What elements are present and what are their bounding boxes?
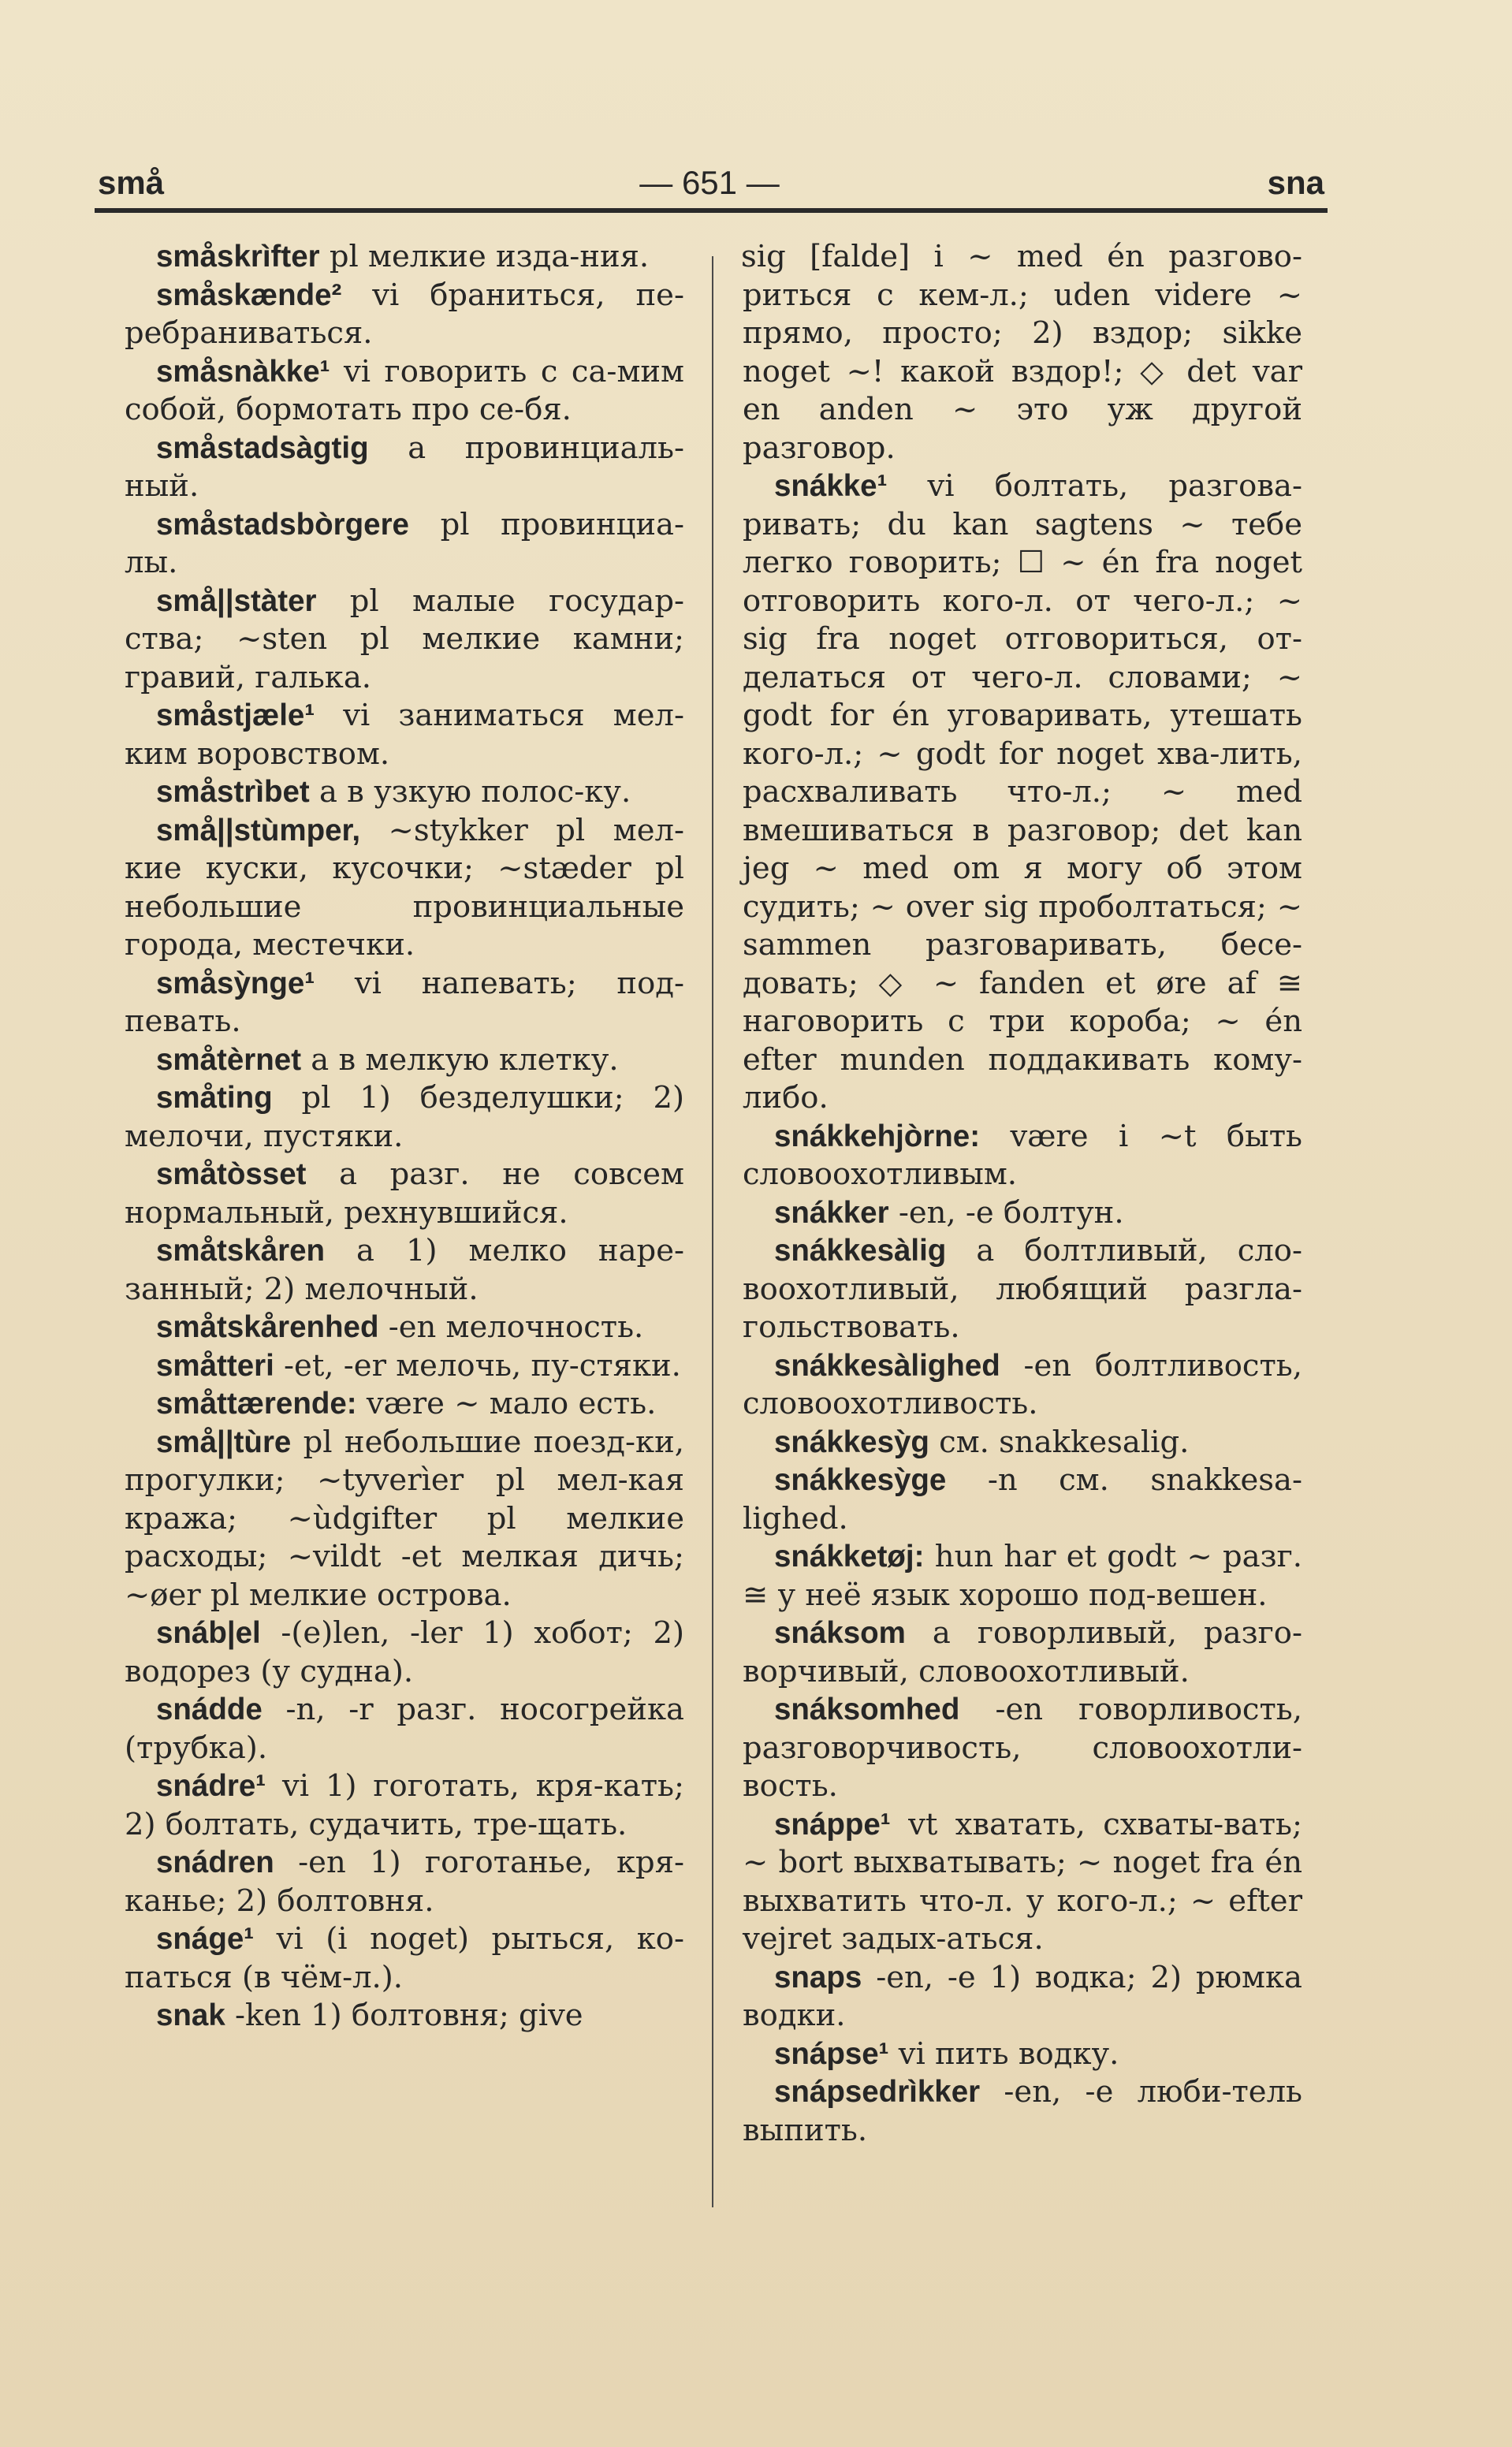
headword: snákkehjòrne:: [774, 1119, 981, 1153]
definition: a разг. не совсем нормальный, рехнувшийся.: [125, 1156, 684, 1231]
definition: vi болтать, разгова-ривать; du kan sagtens ~ тебе легко говорить; ☐ ~ én fra noget отговорить кого-л. от чего-л.; ~ sig fra noget отговориться, от-делаться от чего-л. словами; ~ godt for én уговаривать, утешать кого-л.; ~ godt for noget хва-лить, расхваливать что-л.; ~ med вмешиваться в разговор; det kan jeg ~ med om я могу об этом судить; ~ over sig проболтаться; ~ sammen разговаривать, бесе-довать; ◇ ~ fanden et øre af ≅ наговорить с три короба; ~ én efter munden поддакивать кому-либо.: [743, 468, 1302, 1115]
headword: snaps: [774, 1960, 862, 1994]
left-column: [125, 238, 684, 2035]
definition: pl мелкие изда-ния.: [329, 239, 650, 274]
dictionary-entry: [125, 1424, 684, 1615]
headword: snákke¹: [774, 469, 888, 503]
headword: snápse¹: [774, 2036, 889, 2071]
dictionary-entry: [125, 1232, 684, 1309]
headword: snáge¹: [156, 1922, 255, 1956]
dictionary-entry: [125, 238, 684, 277]
definition: -en говорливость, разговорчивость, словоохотли-вость.: [743, 1692, 1302, 1804]
dictionary-entry: [743, 1615, 1302, 1691]
headword: snáb|el: [156, 1616, 261, 1650]
dictionary-entry: [125, 430, 684, 506]
dictionary-entry: [125, 1615, 684, 1691]
dictionary-entry: [125, 965, 684, 1041]
definition: -n, -r разг. носогрейка (трубка).: [125, 1692, 684, 1766]
definition: -en, -e 1) водка; 2) рюмка водки.: [743, 1959, 1302, 2033]
definition: ~stykker pl мел-кие куски, кусочки; ~stæder pl небольшие провинциальные города, местечки.: [125, 812, 684, 963]
dictionary-entry: [743, 1538, 1302, 1615]
headword: småtskårenhed: [156, 1310, 379, 1344]
headword: snak: [156, 1998, 225, 2032]
headword: småting: [156, 1081, 273, 1115]
dictionary-entry: [125, 506, 684, 583]
headword: snákkesàlig: [774, 1234, 947, 1268]
definition: vt хватать, схваты-вать; ~ bort выхватывать; ~ noget fra én выхватить что-л. у кого-л.; ~ efter vejret задых-аться.: [743, 1806, 1302, 1957]
headword: småskænde²: [156, 277, 342, 312]
headword: småstjæle¹: [156, 698, 315, 732]
dictionary-entry: [125, 277, 684, 353]
definition: -n см. snakkesa-lighed.: [743, 1462, 1302, 1536]
dictionary-entry: [125, 1691, 684, 1767]
headword: snákketøj:: [774, 1540, 925, 1574]
definition: -en, -e болтун.: [898, 1194, 1124, 1231]
definition: -en мелочность.: [388, 1309, 644, 1345]
definition: vi 1) гоготать, кря-кать; 2) болтать, судачить, тре-щать.: [125, 1768, 684, 1842]
definition: vi браниться, пе-ребраниваться.: [125, 277, 684, 351]
headword: småskrìfter: [156, 240, 320, 274]
headword: snádren: [156, 1845, 274, 1879]
definition: være i ~t быть словоохотливым.: [743, 1118, 1302, 1192]
headword: snádde: [156, 1693, 263, 1726]
dictionary-entry: [125, 1347, 684, 1386]
page-number: — 651 —: [639, 164, 780, 201]
definition: vi (i noget) рыться, ко-паться (в чём-л.).: [125, 1921, 684, 1995]
dictionary-entry: [743, 2073, 1302, 2150]
headword: snákkesàlighed: [774, 1348, 1000, 1383]
definition: vi заниматься мел-ким воровством.: [125, 698, 684, 772]
dictionary-entry: [743, 238, 1302, 467]
dictionary-entry: [743, 1959, 1302, 2035]
definition: a провинциаль-ный.: [125, 430, 684, 504]
definition: a болтливый, сло-воохотливый, любящий разгла-гольствовать.: [743, 1233, 1302, 1345]
headword: snákkesỳge: [774, 1463, 947, 1497]
headword: snákker: [774, 1195, 889, 1230]
dictionary-entry: [125, 1309, 684, 1347]
dictionary-entry: [743, 1806, 1302, 1959]
headword: småtteri: [156, 1348, 274, 1383]
dictionary-entry: [743, 467, 1302, 1118]
definition: a в узкую полос-ку.: [318, 774, 631, 810]
dictionary-entry: [125, 1156, 684, 1232]
definition: a в мелкую клетку.: [311, 1041, 619, 1078]
headword: småstrìbet: [156, 775, 310, 809]
definition: hun har et godt ~ разг. ≅ у неё язык хорошо под-вешен.: [743, 1539, 1302, 1613]
definition: vi пить водку.: [898, 2035, 1119, 2072]
dictionary-entry: [125, 1385, 684, 1424]
dictionary-entry: [125, 583, 684, 698]
headword: småsnàkke¹: [156, 354, 330, 389]
headword: små||stùmper,: [156, 813, 361, 847]
headword: småsỳnge¹: [156, 966, 315, 1000]
definition: pl провинциа-лы.: [125, 506, 684, 580]
dictionary-entry: [743, 1194, 1302, 1233]
dictionary-entry: [743, 1691, 1302, 1806]
definition: -ken 1) болтовня; give: [235, 1998, 583, 2033]
definition: a 1) мелко наре-занный; 2) мелочный.: [125, 1233, 684, 1307]
dictionary-entry: [125, 812, 684, 965]
definition: -(e)len, -ler 1) хобот; 2) водорез (у судна).: [125, 1615, 684, 1689]
dictionary-entry: [743, 1232, 1302, 1347]
headword: snákkesỳg: [774, 1425, 929, 1459]
dictionary-entry: [743, 1462, 1302, 1538]
definition: vi говорить с са-мим собой, бормотать про се-бя.: [125, 353, 684, 427]
header-rule: [95, 208, 1328, 213]
definition: pl 1) безделушки; 2) мелочи, пустяки.: [125, 1080, 684, 1154]
definition: -et, -er мелочь, пу-стяки.: [284, 1347, 681, 1384]
headword: snáppe¹: [774, 1807, 891, 1842]
column-divider: [712, 256, 713, 2207]
definition: см. snakkesalig.: [939, 1424, 1190, 1460]
dictionary-entry: [125, 1920, 684, 1997]
headword: snápsedrìkker: [774, 2075, 981, 2109]
dictionary-entry: [125, 1844, 684, 1920]
definition: -en 1) гоготанье, кря-канье; 2) болтовня.: [125, 1845, 684, 1919]
dictionary-entry: [743, 1424, 1302, 1462]
dictionary-entry: [125, 1041, 684, 1080]
headword: småstadsàgtig: [156, 430, 369, 465]
dictionary-entry: [125, 697, 684, 773]
headword: snádre¹: [156, 1769, 266, 1803]
right-column: [743, 238, 1302, 2150]
definition: være ~ мало есть.: [366, 1386, 657, 1421]
running-head-right: sna: [1267, 164, 1324, 201]
definition: -en, -e люби-тель выпить.: [743, 2074, 1302, 2148]
definition: pl небольшие поезд-ки, прогулки; ~tyverìer pl мел-кая кража; ~ùdgifter pl мелкие расходы; ~vildt -et мелкая дичь; ~øer pl мелкие острова.: [125, 1424, 684, 1613]
dictionary-entry: [743, 1347, 1302, 1424]
definition: pl малые государ-ства; ~sten pl мелкие камни; гравий, галька.: [125, 583, 684, 695]
definition: a говорливый, разго-ворчивый, словоохотливый.: [743, 1615, 1302, 1689]
definition: sig [falde] i ~ med én разгово-риться с кем-л.; uden videre ~ прямо, просто; 2) вздор; sikke noget ~! какой вздор!; ◇ det var en anden ~ это уж другой разговор.: [741, 239, 1302, 466]
headword: småtèrnet: [156, 1042, 302, 1077]
dictionary-entry: [743, 1118, 1302, 1194]
dictionary-entry: [125, 1997, 684, 2035]
definition: -en болтливость, словоохотливость.: [743, 1347, 1302, 1421]
definition: vi напевать; под-певать.: [125, 965, 684, 1039]
headword: snáksomhed: [774, 1693, 960, 1726]
headword: små||tùre: [156, 1425, 292, 1459]
running-head-left: små: [98, 164, 165, 201]
dictionary-entry: [125, 773, 684, 812]
headword: småttærende:: [156, 1387, 357, 1421]
headword: snáksom: [774, 1616, 906, 1650]
dictionary-entry: [125, 353, 684, 430]
headword: småtskåren: [156, 1234, 326, 1268]
headword: små||stàter: [156, 583, 317, 618]
dictionary-entry: [743, 2035, 1302, 2074]
dictionary-entry: [125, 1767, 684, 1844]
headword: småstadsbòrgere: [156, 507, 409, 542]
dictionary-entry: [125, 1079, 684, 1156]
headword: småtòsset: [156, 1157, 307, 1191]
